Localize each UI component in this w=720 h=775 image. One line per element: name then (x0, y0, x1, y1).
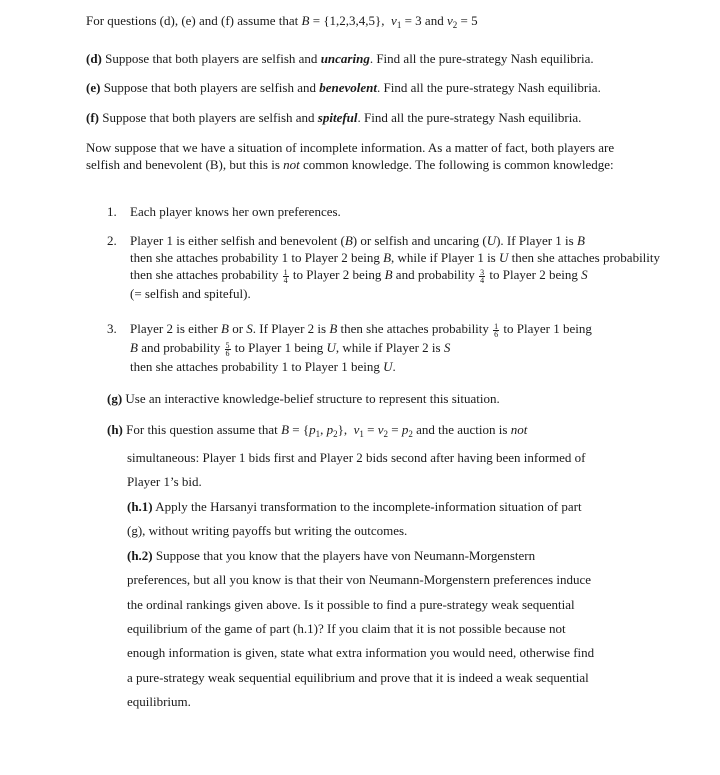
list-item-3-line-2 (130, 340, 450, 357)
list-item-1-number: 1. (107, 204, 117, 219)
intro-line (86, 13, 478, 29)
item2-text-8: and probability (395, 267, 475, 282)
h-not: not (510, 422, 528, 437)
item2-var-U: U (486, 233, 497, 248)
item3-text-7: to Player 1 being (234, 340, 324, 355)
v2-symbol: v (446, 13, 453, 28)
item2-var-S: S (581, 267, 588, 282)
question-h2-text: Suppose that you know that the players have von Neumann-Morgenstern (155, 548, 536, 563)
item3-var-B3: B (130, 340, 138, 355)
incomplete-text-2: common knowledge. The following is common knowledge: (303, 156, 614, 172)
question-f-text: Suppose that both players are selfish and (102, 110, 315, 125)
item3-text-10: . (392, 359, 396, 374)
incomplete-not: not (283, 156, 300, 172)
question-e (86, 80, 601, 96)
item3-text-4: then she attaches probability (340, 321, 489, 336)
item2-text-3: ). If Player 1 is (496, 233, 574, 248)
question-h2-line-4: equilibrium of the game of part (h.1)? If you claim that it is not possible because not (127, 621, 566, 636)
list-item-2-number: 2. (107, 233, 117, 248)
question-h2-line-6: a pure-strategy weak sequential equilibrium and prove that it is indeed a weak sequential (127, 670, 589, 685)
list-item-3-line-1 (130, 321, 592, 338)
h-auction-text: and the auction is (416, 422, 508, 437)
list-item-2-line-3 (130, 267, 588, 284)
v1-subscript: 1 (396, 20, 402, 30)
item2-text-4: then she attaches probability 1 to Player 2 being (130, 250, 380, 265)
question-h2-line-1 (127, 548, 535, 564)
list-item-2-line-4: (= selfish and spiteful). (130, 286, 251, 301)
question-h2-line-5: enough information is given, state what extra information you would need, otherwise find (127, 645, 595, 660)
list-item-3-number: 3. (107, 321, 117, 336)
question-h1-label: (h.1) (127, 499, 153, 514)
set-value: = {1,2,3,4,5}, (312, 13, 385, 28)
list-item-2-line-1 (130, 233, 585, 249)
item3-var-U: U (326, 340, 336, 355)
item3-text-3: . If Player 2 is (252, 321, 327, 336)
incomplete-info-paragraph (86, 140, 626, 173)
question-d-text-end: . Find all the pure-strategy Nash equilibria. (369, 51, 594, 66)
question-h1-line-2: (g), without writing payoffs but writing the outcomes. (127, 523, 408, 538)
set-variable: B (301, 13, 310, 28)
intro-text: For questions (d), (e) and (f) assume that (86, 13, 299, 28)
h-v2: v (377, 422, 384, 437)
h-set-var: B (281, 422, 290, 437)
item3-text-5: to Player 1 being (503, 321, 592, 336)
question-h2-line-2: preferences, but all you know is that their von Neumann-Morgenstern preferences induce (127, 572, 591, 587)
question-h2-line-7: equilibrium. (127, 694, 191, 709)
v1-value: = 3 (404, 13, 422, 28)
list-item-1-text: Each player knows her own preferences. (130, 204, 341, 219)
item2-text-9: to Player 2 being (489, 267, 578, 282)
question-f-label: (f) (86, 110, 99, 125)
question-h-line-2: simultaneous: Player 1 bids first and Player 2 bids second after having been informed of (127, 450, 586, 465)
question-f (86, 110, 581, 126)
question-e-text: Suppose that both players are selfish and (103, 80, 316, 95)
question-h1-text: Apply the Harsanyi transformation to the incomplete-information situation of part (155, 499, 582, 514)
item2-var-B2: B (576, 233, 585, 248)
h-p1: p (309, 422, 316, 437)
item3-text-8: , while if Player 2 is (335, 340, 441, 355)
h-set-close: }, (337, 422, 348, 437)
h-p2: p (326, 422, 334, 437)
item3-text-9: then she attaches probability 1 to Player 1 being (130, 359, 380, 374)
question-g-text: Use an interactive knowledge-belief structure to represent this situation. (125, 391, 500, 406)
item2-text-7: to Player 2 being (292, 267, 382, 282)
item2-var-B3: B (383, 250, 392, 265)
item3-var-B2: B (329, 321, 338, 336)
h-p2b: p (401, 422, 409, 437)
item2-text-5: , while if Player 1 is (391, 250, 496, 265)
question-d (86, 51, 594, 67)
question-d-emphasis: uncaring (320, 51, 370, 66)
item3-text-6: and probability (141, 340, 221, 355)
item2-var-B: B (344, 233, 353, 248)
question-g (107, 391, 500, 407)
list-item-3-line-3 (130, 359, 396, 375)
question-g-label: (g) (107, 391, 123, 406)
v2-value: = 5 (460, 13, 478, 28)
fraction-five-sixths: $\frac{5}{6}$ (225, 341, 230, 358)
item3-var-S2: S (443, 340, 451, 355)
v2-subscript: 2 (452, 20, 458, 30)
question-h-line-3: Player 1’s bid. (127, 474, 202, 489)
question-h-line-1: (h) For this question assume that $B = \{p_1$, $p_2$}, $v_1 = v_2 = p_2$ and the auction is not (107, 422, 528, 439)
question-f-text-end: . Find all the pure-strategy Nash equilibria. (357, 110, 582, 125)
question-d-text: Suppose that both players are selfish and (105, 51, 318, 66)
item3-var-S: S (246, 321, 253, 336)
v1-symbol: v (391, 13, 397, 28)
item2-text-2: ) or selfish and uncaring ( (352, 233, 487, 248)
question-h2-label: (h.2) (127, 548, 153, 563)
item2-var-U2: U (499, 250, 509, 265)
list-item-2-line-2 (130, 250, 660, 266)
item2-var-B4: B (384, 267, 393, 282)
item3-var-U2: U (383, 359, 393, 374)
question-f-emphasis: spiteful (317, 110, 358, 125)
question-d-label: (d) (86, 51, 102, 66)
intro-and: and (424, 13, 444, 28)
item2-attaches-prob: then she attaches probability (130, 267, 279, 282)
item2-text-6: then she attaches probability (511, 250, 661, 265)
fraction-one-quarter: $\frac{1}{4}$ (283, 268, 288, 285)
question-e-text-end: . Find all the pure-strategy Nash equilibria. (377, 80, 601, 95)
question-e-emphasis: benevolent (319, 80, 377, 95)
fraction-three-quarters: $\frac{3}{4}$ (480, 268, 485, 285)
item3-var-B: B (220, 321, 229, 336)
question-h1-line-1 (127, 499, 582, 515)
item3-text-2: or (232, 321, 244, 336)
question-h-label: (h) (107, 422, 123, 437)
incomplete-text-1: Now suppose that we have a situation of incomplete information. As a matter of fact, both players are selfish and benevolent (B), but this is (86, 140, 615, 172)
h-set-open: = { (292, 422, 310, 437)
item2-text-1: Player 1 is either selfish and benevolent ( (130, 233, 345, 248)
question-e-label: (e) (86, 80, 101, 95)
fraction-one-sixth: $\frac{1}{6}$ (494, 322, 499, 339)
question-h2-line-3: the ordinal rankings given above. Is it possible to find a pure-strategy weak sequential (127, 597, 575, 612)
h-v1: v (353, 422, 360, 437)
question-h-text: For this question assume that (126, 422, 278, 437)
item3-text-1: Player 2 is either (130, 321, 218, 336)
